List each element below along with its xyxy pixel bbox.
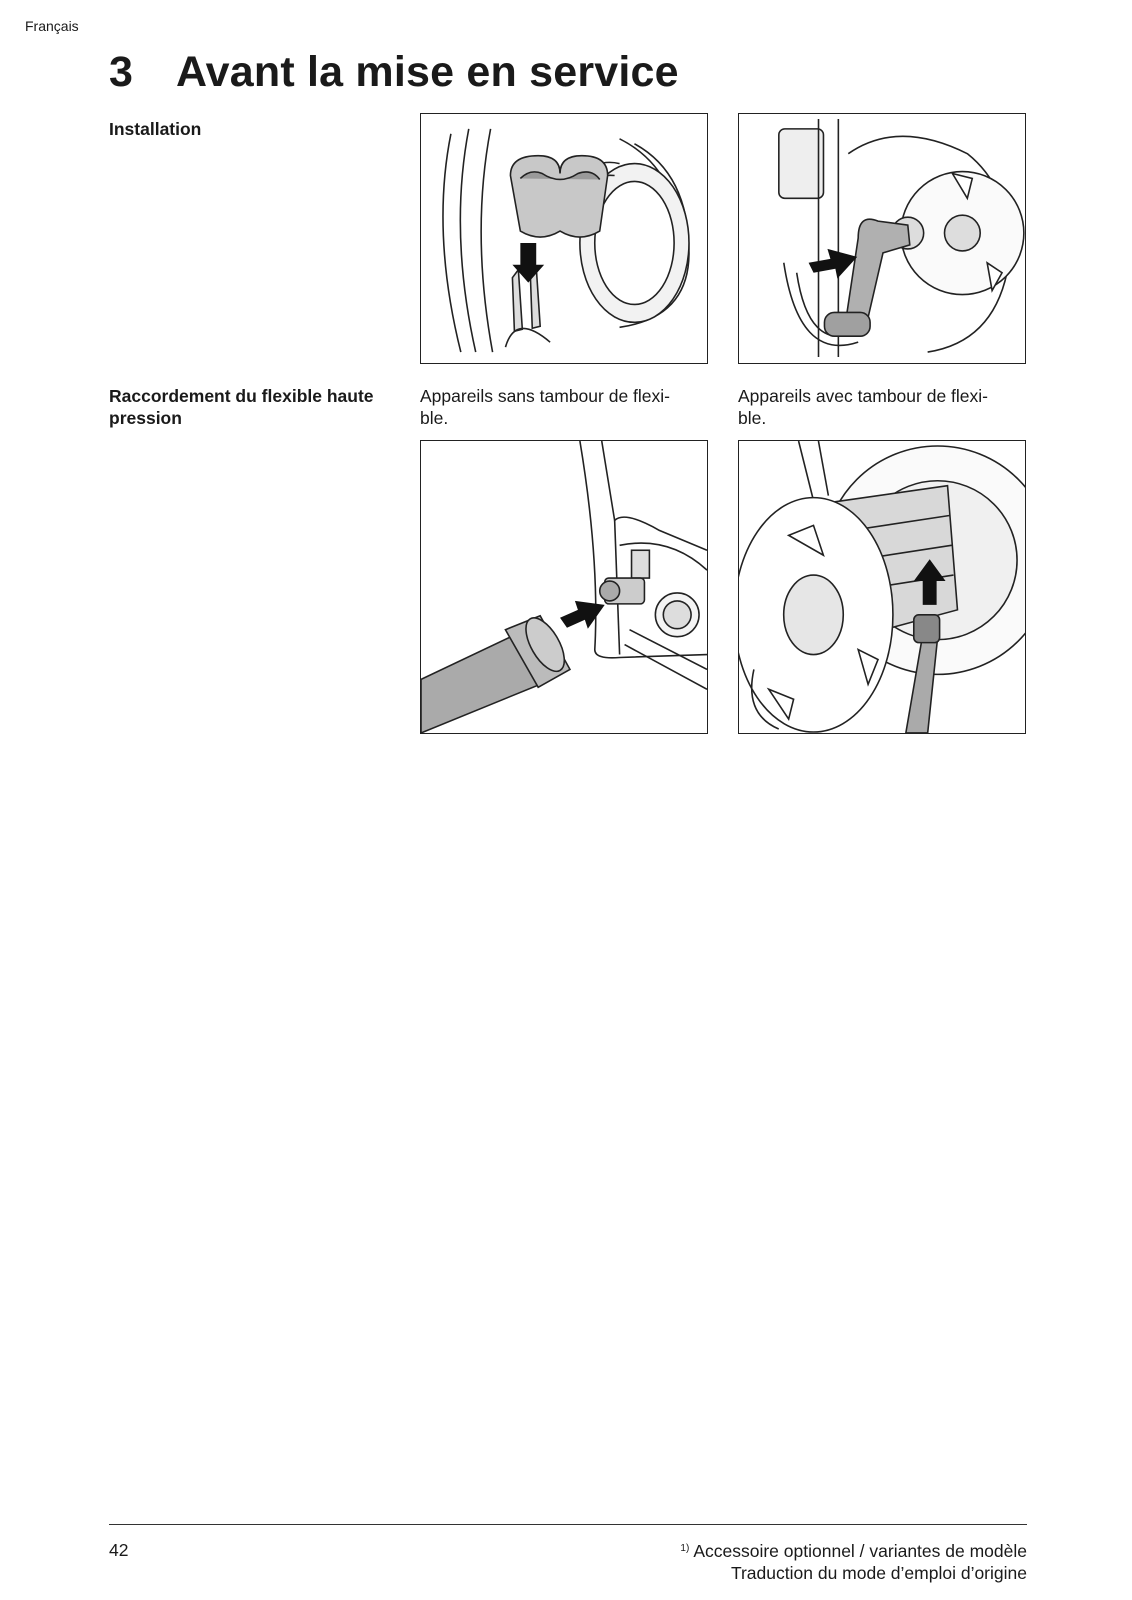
clip-holder-illustration (421, 114, 707, 363)
figure-crank-handle (738, 113, 1026, 364)
page-number: 42 (109, 1540, 129, 1560)
hose-connection-illustration (421, 441, 707, 733)
section-label-installation: Installation (109, 119, 202, 139)
caption-without-reel: Appareils sans tambour de flexi- ble. (420, 386, 670, 428)
caption-with-reel: Appareils avec tambour de flexi- ble. (738, 386, 988, 428)
section-label-hose-connection: Raccordement du flexible haute pression (109, 386, 374, 428)
page-title (109, 48, 679, 97)
figure-hose-reel (738, 440, 1026, 734)
footnote-text: Accessoire optionnel / variantes de modèle (693, 1541, 1027, 1561)
footnote-line (680, 1540, 1027, 1562)
hose-reel-illustration (739, 441, 1025, 733)
footer-notes (680, 1540, 1027, 1584)
translation-note: Traduction du mode d’emploi d’origine (730, 1563, 1027, 1583)
figure-hose-connection (420, 440, 708, 734)
crank-handle-illustration (739, 114, 1025, 363)
chapter-title: Avant la mise en service (176, 48, 679, 96)
footnote-mark: 1) (680, 1543, 690, 1554)
footer-divider (109, 1524, 1027, 1525)
figure-clip-holder (420, 113, 708, 364)
language-label: Français (25, 18, 79, 34)
chapter-number: 3 (109, 48, 134, 96)
